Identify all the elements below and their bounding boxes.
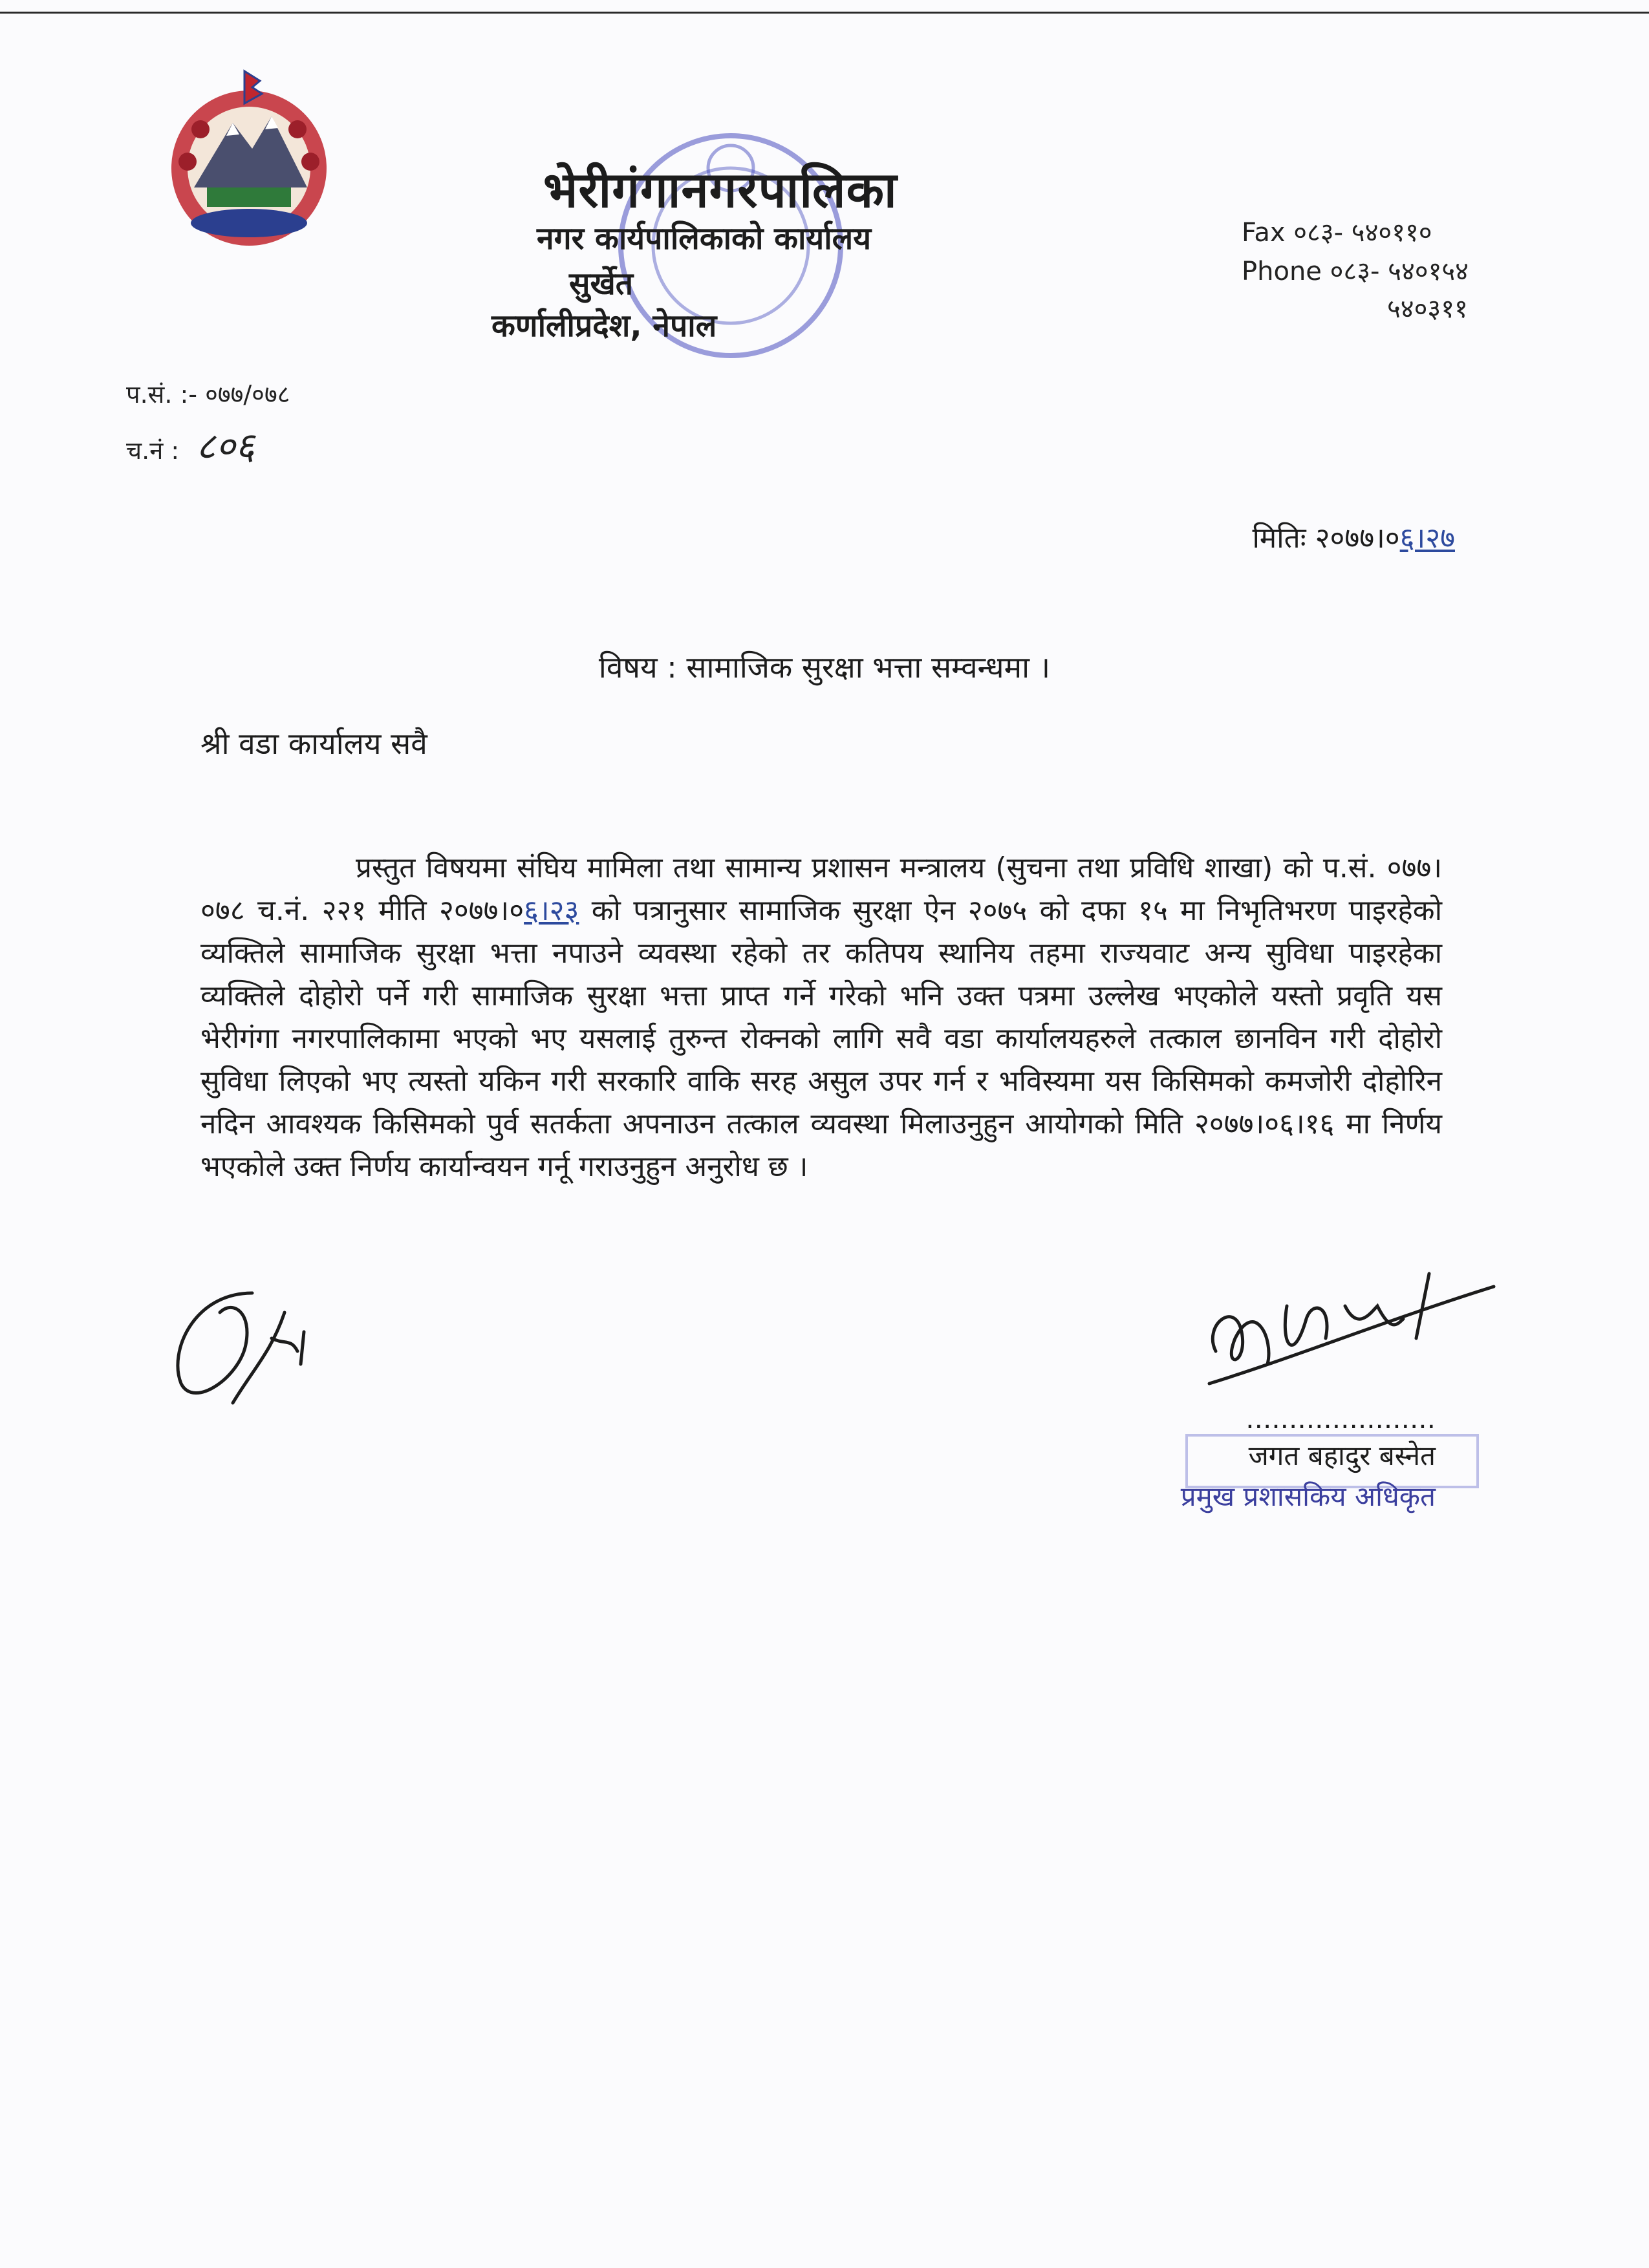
province-name: कर्णालीप्रदेश, नेपाल <box>491 308 717 344</box>
city-name: सुर्खेत <box>569 266 634 302</box>
signature-dots: ...................... <box>1245 1403 1436 1435</box>
letter-date <box>1253 517 1455 556</box>
body-part-1: प्रस्तुत विषयमा संघिय मामिला तथा सामान्य प्रशासन मन्त्रालय (सुचना तथा प्रविधि शाखा) को प.सं. ०७७।०७८ च.नं. २२१ मीति २०७७।० <box>200 851 1442 927</box>
date-highlight: ६।२७ <box>1399 522 1455 555</box>
signer-title: प्रमुख प्रशासकिय अधिकृत <box>1180 1481 1436 1512</box>
nepal-emblem-icon <box>149 65 349 259</box>
letter-subject: विषय : सामाजिक सुरक्षा भत्ता सम्वन्धमा । <box>598 650 1051 685</box>
org-name: भेरीगंगानगरपालिका <box>543 161 898 219</box>
fax-number: Fax ०८३- ५४०११० <box>1242 218 1432 248</box>
reference-ps: प.सं. :- ०७७/०७८ <box>126 380 290 409</box>
initial-signature-left <box>155 1274 323 1429</box>
body-highlight: ६।२३ <box>524 894 579 927</box>
phone-number-2: ५४०३११ <box>1387 294 1468 324</box>
phone-number: Phone ०८३- ५४०१५४ <box>1242 257 1469 286</box>
reference-chana-label: च.नं : <box>126 436 180 465</box>
reference-chana <box>126 419 255 470</box>
body-part-2: को पत्रानुसार सामाजिक सुरक्षा ऐन २०७५ को दफा १५ मा निभृतिभरण पाइरहेको व्यक्तिले सामाजिक सुरक्षा भत्ता नपाउने व्यवस्था रहेको तर कतिपय स्थानिय तहमा राज्यवाट अन्य सुविधा पाइरहेका व्यक्तिले दोहोरो पर्ने गरी सामाजिक सुरक्षा भत्ता प्राप्त गर्ने गरेको भनि उक्त पत्रमा उल्लेख भएकोले यस्तो प्रवृति यस भेरीगंगा नगरपालिकामा भएको भए यसलाई तुरुन्त रोक्नको लागि सवै वडा कार्यालयहरुले तत्काल छानविन गरी दोहोरो सुविधा लिएको भए त्यस्तो यकिन गरी सरकारि वाकि सरह असुल उपर गर्न र भविस्यमा यस किसिमको कमजोरी दोहोरिन नदिन आवश्यक किसिमको पुर्व सतर्कता अपनाउन तत्काल व्यवस्था मिलाउनुहुन आयोगको मिति २०७७।०६।१६ मा निर्णय भएकोले उक्त निर्णय कार्यान्वयन गर्नू गराउनुहुन अनुरोध छ । <box>200 894 1442 1183</box>
office-name: नगर कार्यपालिकाको कार्यालय <box>537 220 872 257</box>
date-label: मितिः २०७७।० <box>1252 522 1400 555</box>
salutation: श्री वडा कार्यालय सवै <box>200 726 427 761</box>
signer-name: जगत बहादुर बस्नेत <box>1248 1440 1436 1471</box>
letter-body <box>200 847 1442 1188</box>
signature-right <box>1196 1248 1507 1396</box>
page-top-border <box>0 12 1649 14</box>
reference-chana-value: ८०६ <box>196 424 255 468</box>
